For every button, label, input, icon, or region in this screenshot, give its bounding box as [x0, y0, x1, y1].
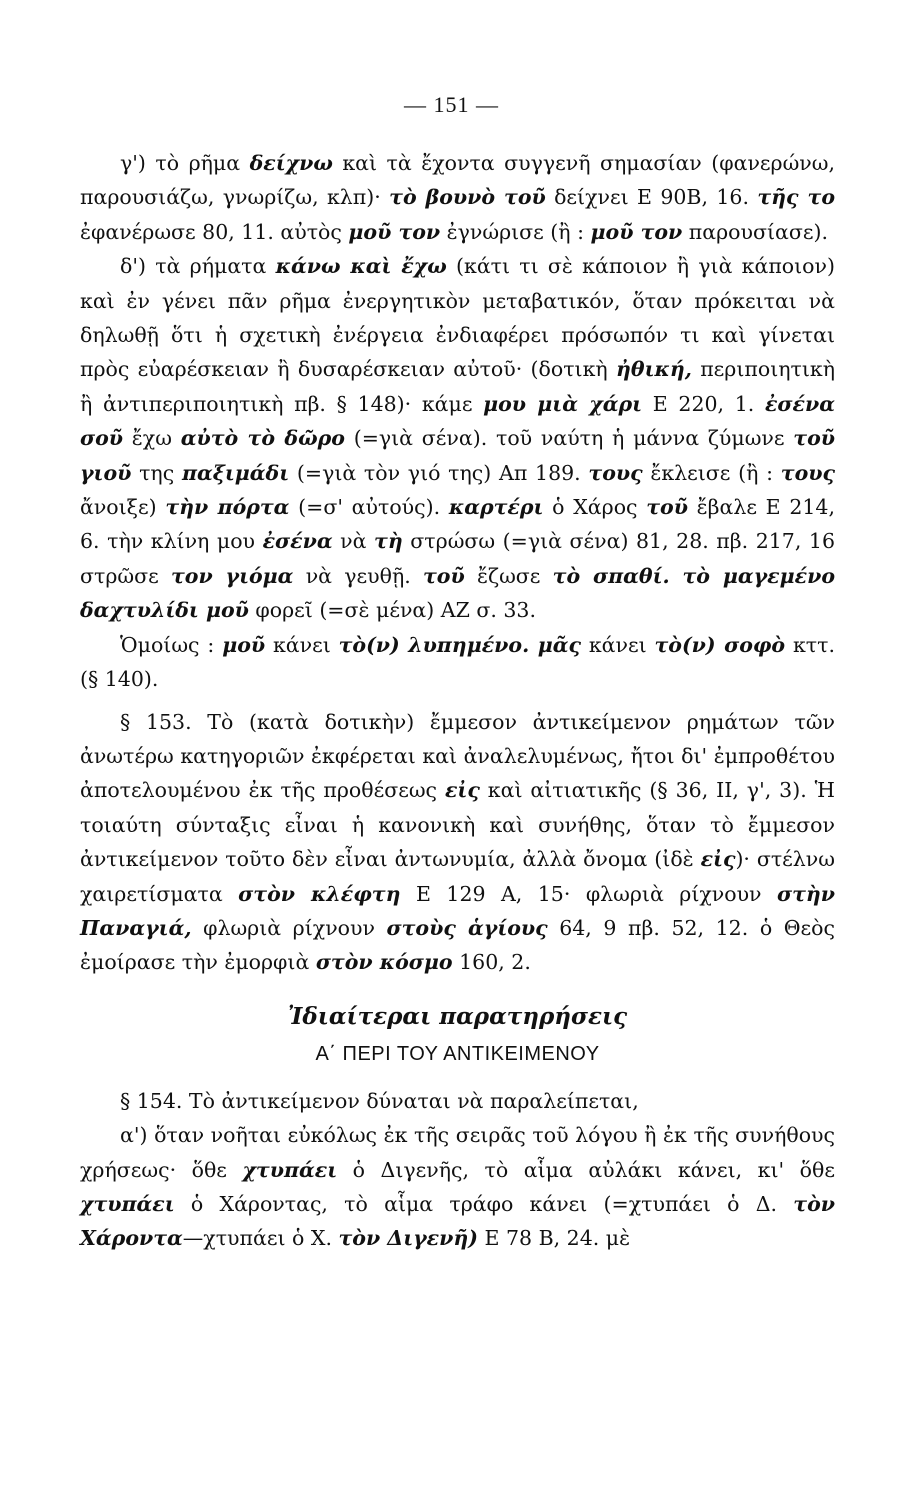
paragraph — [80, 1084, 835, 1118]
section-subheading: Α΄ ΠΕΡΙ ΤΟΥ ΑΝΤΙΚΕΙΜΕΝΟΥ — [315, 1042, 600, 1065]
emphasis-text: τὸ(ν) σοφὸ — [654, 632, 786, 657]
text-run: κάνει — [580, 632, 655, 657]
text-run: § 153. Τὸ (κατὰ δοτικὴν) ἔμμεσον ἀντικείμενον ρημάτων τῶν ἀνωτέρω κατηγοριῶν ἐκφέρεται καὶ ἀναλελυμένως, ἤτοι δι' ἐμπροθέτου ἀποτελουμένου ἐκ τῆς προθέσεως — [80, 709, 835, 803]
emphasis-text: τὸν Διγενῆ) — [338, 1226, 478, 1251]
text-run: φορεῖ (=σὲ μένα) ΑΖ σ. 33. — [248, 598, 536, 623]
text-run: ἄνοιξε) — [80, 495, 166, 520]
text-run: § 154. Τὸ ἀντικείμενον δύναται νὰ παραλείπεται, — [120, 1088, 639, 1113]
text-run: ὁ Χάρος — [543, 495, 647, 520]
text-run: ὁ Χάροντας, τὸ αἷμα τράφο κάνει (=χτυπάει ὁ Δ. — [174, 1191, 794, 1216]
text-run: 160, 2. — [452, 950, 531, 975]
emphasis-text: τοῦ — [423, 563, 465, 588]
emphasis-text: ἐσένα σοῦ — [80, 391, 835, 451]
text-run: φλωριὰ ρίχνουν — [191, 915, 387, 940]
text-body — [80, 146, 835, 1256]
emphasis-text: δείχνω — [249, 151, 333, 175]
emphasis-text: τὸν Χάροντα — [80, 1191, 835, 1251]
text-run: (=γιὰ τὸν γιό της) Απ 189. — [289, 460, 589, 485]
text-run: παρουσίασε). — [682, 219, 828, 244]
emphasis-text: χτυπάει — [242, 1157, 338, 1182]
text-run: δ') τὰ ρήματα — [120, 254, 276, 279]
emphasis-text: τοῦ γιοῦ — [80, 426, 835, 485]
text-run: 64, 9 πβ. 52, 12. ὁ Θεὸς ἐμοίρασε τὴν ἐμορφιὰ — [80, 915, 835, 975]
emphasis-text: ἠθική, — [616, 357, 692, 382]
text-run: δείχνει Ε 90Β, 16. — [545, 185, 758, 210]
text-run: νὰ — [332, 529, 375, 554]
text-run: ἔβαλε Ε 214, 6. τὴν κλίνη μου — [80, 495, 835, 554]
text-run: γ') τὸ ρῆμα — [120, 151, 250, 175]
emphasis-text: εἰς — [700, 847, 736, 872]
text-run: Ε 78 Β, 24. μὲ — [477, 1226, 631, 1251]
emphasis-text: τῆς το — [757, 185, 835, 210]
text-run: ἔχω — [123, 426, 181, 451]
text-run: (κάτι τι σὲ κάποιον ἢ γιὰ κάποιον) καὶ ἐν γένει πᾶν ρῆμα ἐνεργητικὸν μεταβατικόν, ὅταν πρόκειται νὰ δηλωθῇ ὅτι ἡ σχετικὴ ἐνέργεια ἐνδιαφέρει πρόσωπόν τι καὶ γίνεται πρὸς εὐαρέσκειαν ἢ δυσαρέσκειαν αὐτοῦ· (δοτικὴ — [80, 254, 835, 382]
emphasis-text: τὸ σπαθί. τὸ μαγεμένο δαχτυλίδι μοῦ — [80, 563, 835, 623]
emphasis-text: τοῦ — [646, 495, 688, 520]
section-heading: Ἰδιαίτεραι παρατηρήσεις — [287, 1002, 628, 1030]
text-run: κττ. (§ 140). — [80, 632, 836, 692]
emphasis-text: κάνω καὶ ἔχω — [275, 254, 447, 279]
text-run: στρώσω (=γιὰ σένα) 81, 28. πβ. 217, 16 στρῶσε — [80, 529, 835, 588]
emphasis-text: τον γιόμα — [170, 563, 294, 588]
emphasis-text: μου μιὰ χάρι — [483, 391, 643, 416]
text-run: Ὁμοίως : — [120, 632, 223, 657]
text-run: Ε 220, 1. — [642, 391, 765, 416]
emphasis-text: μοῦ τον — [590, 219, 683, 244]
text-run: ἔκλεισε (ἢ : — [642, 460, 781, 485]
emphasis-text: εἰς — [444, 778, 480, 803]
emphasis-text: τὸ(ν) λυπημένο. μᾶς — [338, 632, 581, 657]
emphasis-text: τὸ βουνὸ τοῦ — [389, 185, 546, 210]
emphasis-text: στὴν Παναγιά, — [80, 881, 836, 940]
text-run: καὶ αἰτιατικῆς (§ 36, ΙΙ, γ', 3). Ἡ τοιαύτη σύνταξις εἶναι ἡ κανονικὴ καὶ συνήθης, ὅταν τὸ ἔμμεσον ἀντικείμενον τοῦτο δὲν εἶναι ἀντωνυμία, ἀλλὰ ὄνομα (ἰδὲ — [80, 778, 835, 872]
emphasis-text: τὴν πόρτα — [165, 495, 290, 520]
emphasis-text: παξιμάδι — [181, 460, 290, 485]
text-run: Ε 129 Α, 15· φλωριὰ ρίχνουν — [400, 881, 777, 906]
text-run: ἐγνώρισε (ἢ : — [440, 219, 591, 244]
emphasis-text: τους — [780, 460, 835, 485]
emphasis-text: μοῦ — [222, 632, 266, 657]
text-run: —χτυπάει ὁ Χ. — [182, 1226, 339, 1251]
paragraph — [80, 146, 835, 249]
paragraph — [80, 705, 835, 980]
text-run: περιποιητικὴ ἢ ἀντιπεριποιητικὴ πβ. § 148)· κάμε — [80, 357, 835, 416]
text-run: α') ὅταν νοῆται εὐκόλως ἐκ τῆς σειρᾶς τοῦ λόγου ἢ ἐκ τῆς συνήθους χρήσεως· ὅθε — [80, 1123, 835, 1182]
emphasis-text: καρτέρι — [448, 495, 544, 520]
text-run: ἐφανέρωσε 80, 11. αὐτὸς — [80, 219, 349, 244]
text-run: νὰ γευθῇ. — [293, 563, 424, 588]
paragraph — [80, 1118, 835, 1256]
text-run: (=σ' αὐτούς). — [289, 495, 449, 520]
emphasis-text: στοὺς ἁγίους — [386, 915, 548, 940]
text-run: της — [131, 460, 182, 485]
text-run: )· στέλνω χαιρετίσματα — [80, 847, 835, 906]
emphasis-text: τους — [588, 460, 643, 485]
text-run: (=γιὰ σένα). τοῦ ναύτη ἡ μάννα ζύμωνε — [344, 426, 794, 451]
emphasis-text: στὸν κόσμο — [315, 950, 453, 975]
paragraph — [80, 628, 835, 697]
emphasis-text: αὐτὸ τὸ δῶρο — [180, 426, 345, 451]
emphasis-text: τὴ — [374, 529, 403, 554]
emphasis-text: μοῦ τον — [348, 219, 441, 244]
text-run: ὁ Διγενῆς, τὸ αἷμα αὐλάκι κάνει, κι' ὅθε — [337, 1157, 835, 1182]
text-run: καὶ τὰ ἔχοντα συγγενῆ σημασίαν (φανερώνω, παρουσιάζω, γνωρίζω, κλπ)· — [80, 151, 835, 210]
text-run: ἔζωσε — [464, 563, 553, 588]
page-number: — 151 — — [404, 92, 499, 117]
emphasis-text: χτυπάει — [80, 1191, 175, 1216]
emphasis-text: ἐσένα — [262, 529, 333, 554]
emphasis-text: στὸν κλέφτη — [238, 881, 401, 906]
text-run: κάνει — [265, 632, 339, 657]
paragraph — [80, 249, 835, 627]
